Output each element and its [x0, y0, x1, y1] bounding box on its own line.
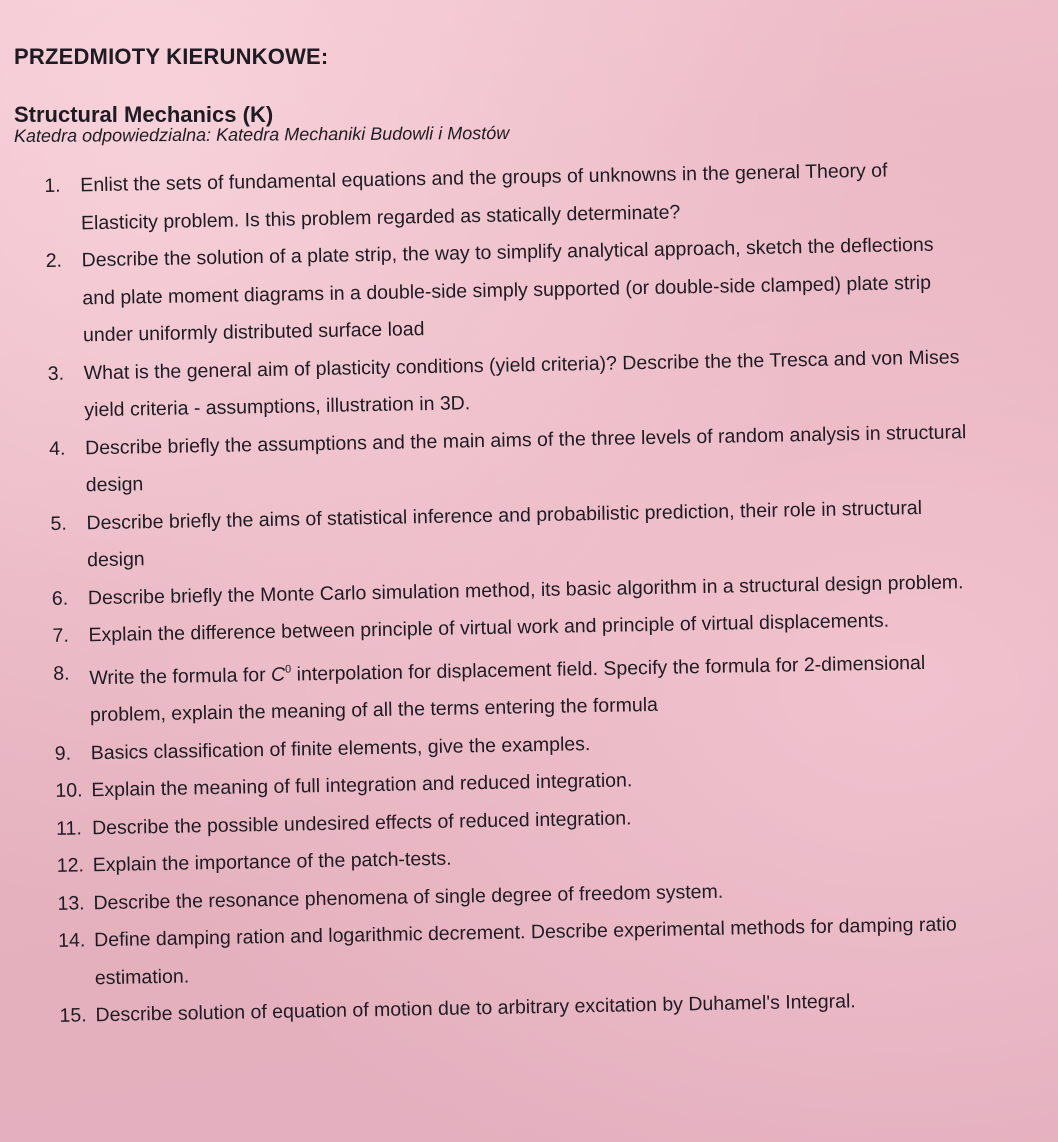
question-number: 9.: [54, 742, 72, 765]
c0-symbol-base: C: [270, 663, 286, 686]
section-heading: PRZEDMIOTY KIERUNKOWE:: [14, 44, 329, 69]
question-text: What is the general aim of plasticity conditions (yield criteria)? Describe the the Tresca and von Mises yield criteria - assumptions, illustration in 3D.: [83, 345, 960, 422]
question-number: 10.: [55, 779, 83, 802]
question-text: Describe the possible undesired effects of reduced integration.: [91, 806, 632, 839]
question-number: 2.: [45, 249, 63, 272]
question-text: Enlist the sets of fundamental equations and the groups of unknowns in the general Theory of Elasticity problem. Is this problem regarded as statically determinate?: [80, 159, 888, 234]
question-number: 4.: [48, 437, 66, 460]
question-number: 13.: [57, 891, 85, 915]
question-number: 7.: [52, 624, 70, 647]
responsible-department: Katedra odpowiedzialna: Katedra Mechaniki Budowli i Mostów: [13, 122, 510, 146]
course-title: Structural Mechanics (K): [14, 102, 274, 127]
c0-symbol-superscript: 0: [284, 663, 292, 676]
question-number: 6.: [51, 587, 69, 610]
question-item-2: [45, 226, 967, 355]
question-number: 12.: [56, 854, 85, 877]
question-text-before: Write the formula for: [89, 663, 272, 689]
question-number: 1.: [44, 174, 61, 197]
question-text: Describe briefly the Monte Carlo simulation method, its basic algorithm in a structural design problem.: [87, 570, 964, 609]
question-number: 5.: [50, 512, 67, 535]
question-text-after: interpolation for displacement field. Specify the formula for 2-dimensional problem, explain the meaning of all the terms entering the formula: [89, 651, 926, 727]
question-text: Define damping ration and logarithmic decrement. Describe experimental methods for damping ratio estimation.: [93, 913, 957, 989]
question-number: 8.: [53, 662, 70, 685]
question-list: [44, 151, 980, 1035]
question-number: 15.: [59, 1004, 87, 1027]
question-number: 3.: [47, 362, 65, 385]
question-text: Describe the resonance phenomena of single degree of freedom system.: [93, 880, 724, 914]
question-text: Describe briefly the assumptions and the main aims of the three levels of random analysis in structural design: [84, 420, 967, 497]
question-text: Explain the importance of the patch-tests.: [92, 847, 452, 877]
question-text: Describe the solution of a plate strip, the way to simplify analytical approach, sketch the deflections and plate moment diagrams in a double-side simply supported (or double-side clamped) plate strip under uniformly distributed surface load: [81, 233, 934, 347]
c0-symbol: [271, 663, 292, 685]
question-number: 11.: [55, 816, 82, 840]
question-text: Describe briefly the aims of statistical inference and probabilistic prediction, their role in structural design: [86, 496, 923, 572]
question-text: Explain the meaning of full integration and reduced integration.: [91, 769, 633, 802]
question-text: Basics classification of finite elements, give the examples.: [90, 732, 591, 764]
question-text: Describe solution of equation of motion due to arbitrary excitation by Duhamel's Integral.: [95, 990, 856, 1027]
question-text: Explain the difference between principle of virtual work and principle of virtual displacements.: [88, 609, 890, 647]
question-number: 14.: [57, 929, 86, 952]
